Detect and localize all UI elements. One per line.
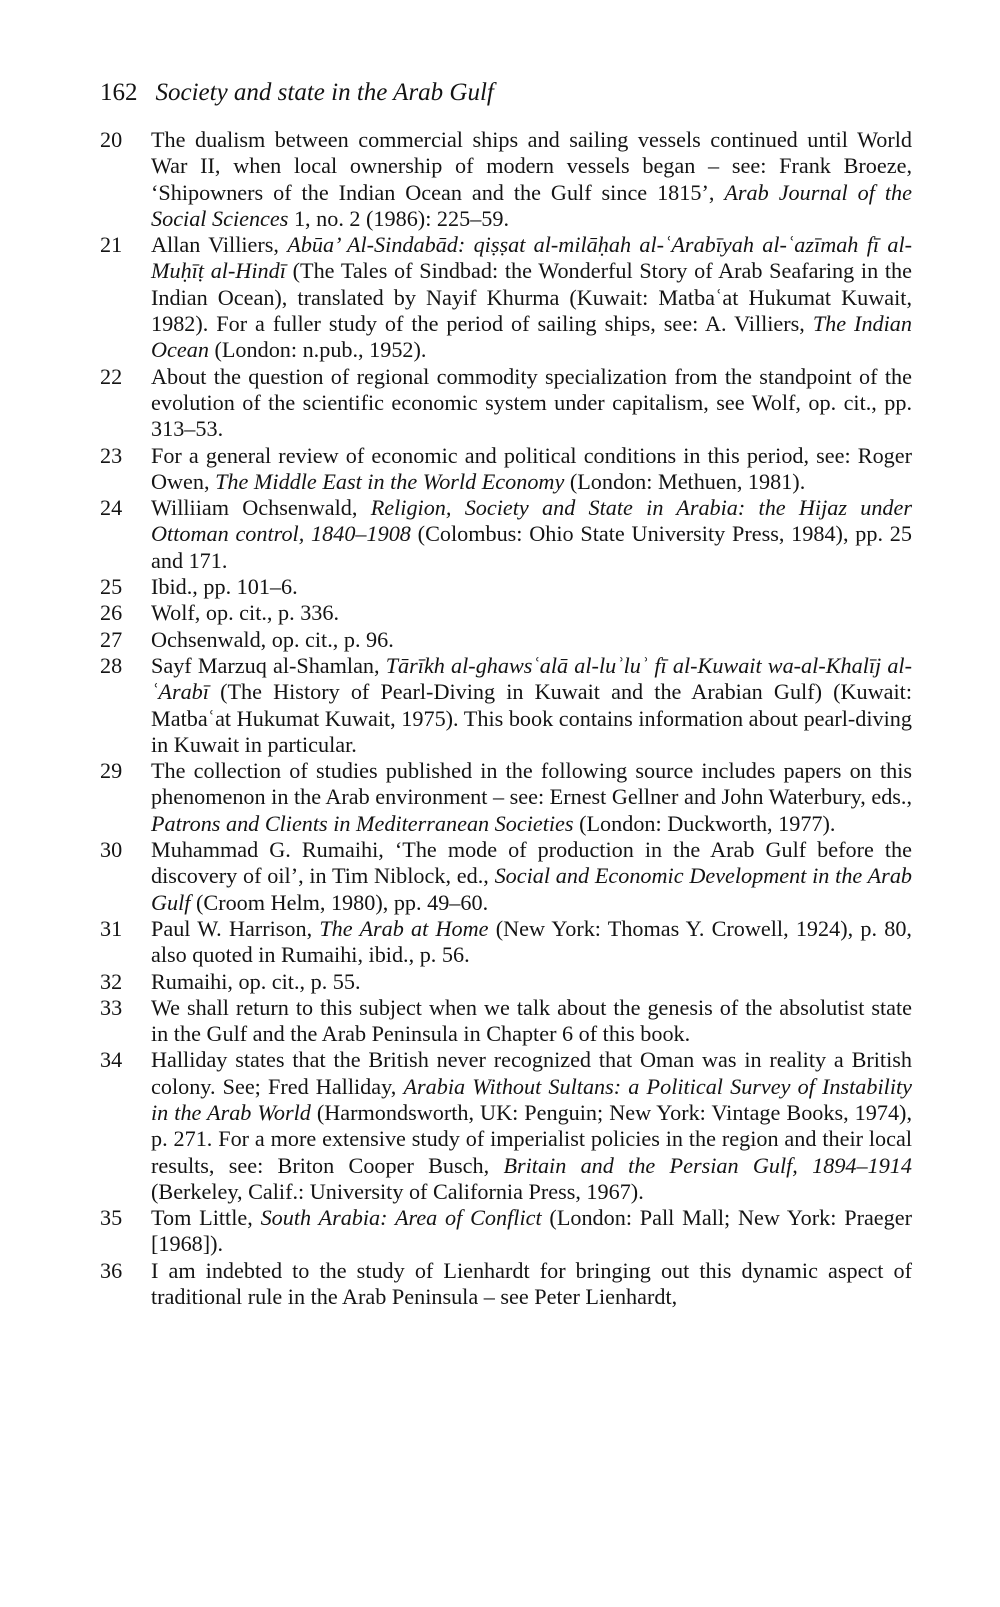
endnote-text: Ibid., pp. 101–6. (151, 574, 298, 600)
endnote-text: The dualism between commercial ships and sailing vessels continued until World War II, when local ownership of modern vessels began – see: Frank Broeze, ‘Shipowners of the Indian Ocean and the Gulf since 1815’, Arab Journal of the Social Sciences 1, no. 2 (1986): 225–59. (151, 127, 912, 231)
endnote-text: Paul W. Harrison, The Arab at Home (New York: Thomas Y. Crowell, 1924), p. 80, also quoted in Rumaihi, ibid., p. 56. (151, 915, 912, 968)
endnote-number: 35 (100, 1205, 123, 1231)
endnote (100, 443, 912, 496)
endnotes-list (100, 127, 912, 1310)
endnote-text: The collection of studies published in the following source includes papers on this phenomenon in the Arab environment – see: Ernest Gellner and John Waterbury, eds., Patrons and Clients in Mediterranean Societies (London: Duckworth, 1977). (151, 758, 913, 836)
endnote (100, 969, 912, 995)
italic-title: The Indian Ocean (151, 311, 912, 363)
italic-title: Arabia Without Sultans: a Political Survey of Instability in the Arab World (151, 1073, 912, 1125)
italic-title: The Arab at Home (319, 915, 489, 941)
endnote-number: 29 (100, 758, 123, 784)
italic-title: South Arabia: Area of Conflict (260, 1205, 542, 1231)
endnote-text: We shall return to this subject when we talk about the genesis of the absolutist state in the Gulf and the Arab Peninsula in Chapter 6 of this book. (151, 994, 912, 1047)
italic-title: Patrons and Clients in Mediterranean Societies (151, 810, 574, 836)
endnote-number: 34 (100, 1047, 123, 1073)
endnote-text: For a general review of economic and political conditions in this period, see: Roger Owen, The Middle East in the World Economy (London: Methuen, 1981). (151, 442, 912, 494)
endnote-text: Rumaihi, op. cit., p. 55. (151, 968, 361, 994)
endnote-number: 25 (100, 574, 123, 600)
italic-title: Arab Journal of the Social Sciences (151, 179, 912, 231)
endnote-text: Sayf Marzuq al-Shamlan, Tārīkh al-ghawsʿalā al-luʾluʾ fī al-Kuwait wa-al-Khalīj al-ʿArabī (The History of Pearl-Diving in Kuwait and the Arabian Gulf) (Kuwait: Matbaʿat Hukumat Kuwait, 1975). This book contains information about pearl-diving in Kuwait in particular. (151, 652, 912, 757)
endnote (100, 600, 912, 626)
endnote (100, 1205, 912, 1258)
endnote (100, 232, 912, 363)
endnote-text: Wolf, op. cit., p. 336. (151, 600, 340, 626)
endnote (100, 916, 912, 969)
endnote-number: 20 (100, 127, 123, 152)
endnote-text: I am indebted to the study of Lienhardt for bringing out this dynamic aspect of traditional rule in the Arab Peninsula – see Peter Lienhardt, (151, 1257, 912, 1310)
endnote-text: Muhammad G. Rumaihi, ‘The mode of production in the Arab Gulf before the discovery of oil’, in Tim Niblock, ed., Social and Economic Development in the Arab Gulf (Croom Helm, 1980), pp. 49–60. (151, 837, 913, 915)
italic-title: Tārīkh al-ghawsʿalā al-luʾluʾ fī al-Kuwait wa-al-Khalīj al-ʿArabī (151, 652, 912, 705)
book-title: Society and state in the Arab Gulf (155, 79, 494, 106)
endnote-number: 21 (100, 232, 123, 258)
endnote (100, 995, 912, 1048)
endnote-text: Williiam Ochsenwald, Religion, Society and State in Arabia: the Hijaz under Ottoman control, 1840–1908 (Colombus: Ohio State University Press, 1984), pp. 25 and 171. (151, 495, 912, 573)
endnote (100, 495, 912, 574)
italic-title: The Middle East in the World Economy (215, 468, 565, 494)
endnote (100, 758, 912, 837)
endnote-text: Halliday states that the British never recognized that Oman was in reality a British colony. See; Fred Halliday, Arabia Without Sultans: a Political Survey of Instability in the Arab World (Harmondsworth, UK: Penguin; New York: Vintage Books, 1974), p. 271. For a more extensive study of imperialist policies in the region and their local results, see: Briton Cooper Busch, Britain and the Persian Gulf, 1894–1914 (Berkeley, Calif.: University of California Press, 1967). (151, 1047, 912, 1204)
endnote (100, 627, 912, 653)
endnote-number: 31 (100, 915, 123, 941)
endnote (100, 653, 912, 758)
endnote-number: 30 (100, 837, 123, 863)
endnote (100, 1047, 912, 1205)
endnote-text: Ochsenwald, op. cit., p. 96. (151, 626, 394, 652)
italic-title: Abūa’ Al-Sindabād: qiṣṣat al-milāḥah al-ʿArabīyah al-ʿazīmah fī al-Muḥīṭ al-Hindī (151, 232, 912, 284)
endnote-number: 23 (100, 442, 123, 468)
italic-title: Social and Economic Development in the Arab Gulf (151, 863, 913, 915)
endnote-number: 36 (100, 1257, 123, 1283)
page-number: 162 (100, 79, 138, 106)
endnote-number: 22 (100, 363, 123, 389)
endnote-text: Allan Villiers, Abūa’ Al-Sindabād: qiṣṣat al-milāḥah al-ʿArabīyah al-ʿazīmah fī al-Muḥīṭ al-Hindī (The Tales of Sindbad: the Wonderful Story of Arab Seafaring in the Indian Ocean), translated by Nayif Khurma (Kuwait: Matbaʿat Hukumat Kuwait, 1982). For a fuller study of the period of sailing ships, see: A. Villiers, The Indian Ocean (London: n.pub., 1952). (151, 232, 912, 363)
endnote-text: About the question of regional commodity specialization from the standpoint of the evolution of the scientific economic system under capitalism, see Wolf, op. cit., pp. 313–53. (151, 363, 912, 442)
endnote-number: 24 (100, 495, 123, 521)
endnote-number: 26 (100, 600, 123, 626)
endnote (100, 1258, 912, 1311)
endnote-number: 27 (100, 626, 123, 652)
italic-title: Britain and the Persian Gulf, 1894–1914 (503, 1152, 912, 1178)
running-head (100, 78, 494, 108)
endnote (100, 574, 912, 600)
endnote-number: 28 (100, 652, 123, 678)
endnote-text: Tom Little, South Arabia: Area of Conflict (London: Pall Mall; New York: Praeger [1968]). (151, 1205, 912, 1257)
endnote (100, 364, 912, 443)
italic-title: Religion, Society and State in Arabia: the Hijaz under Ottoman control, 1840–1908 (151, 495, 912, 547)
endnote (100, 837, 912, 916)
endnote (100, 127, 912, 232)
endnote-number: 32 (100, 968, 123, 994)
endnote-number: 33 (100, 994, 123, 1020)
